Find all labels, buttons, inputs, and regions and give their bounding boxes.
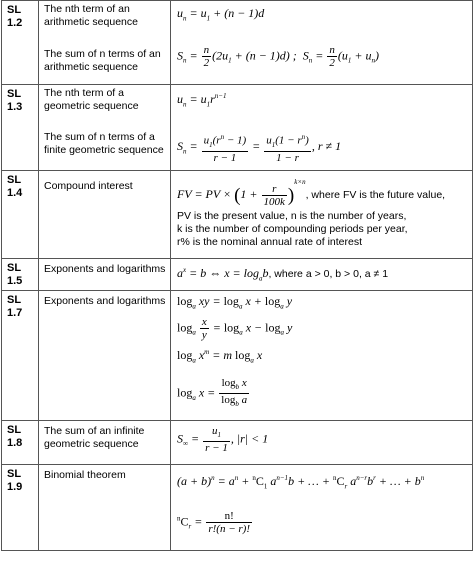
- row-code: [2, 465, 39, 551]
- row-description: [39, 421, 171, 465]
- code-prefix: SL: [7, 174, 22, 186]
- code-number: 1.9: [7, 481, 23, 493]
- row-code: [2, 1, 39, 85]
- formula: $\log_a$ xy = $\log_a x + \log_a y$: [177, 294, 293, 311]
- description-text: The nth term of an arithmetic sequence: [44, 3, 138, 28]
- description-text: Binomial theorem: [44, 469, 126, 481]
- table-row: [2, 1, 473, 85]
- code-prefix: SL: [7, 88, 22, 100]
- code-prefix: SL: [7, 468, 22, 480]
- table-row: [2, 465, 473, 551]
- formula: $u_n = u_1r^{n-1}$: [177, 92, 227, 109]
- formula: $\log_a$ $\frac{x}{y}$ = $\log_a x - \log_a y$: [177, 316, 293, 342]
- code-number: 1.5: [7, 275, 23, 287]
- formula-note: , where FV is the future value,: [305, 189, 446, 201]
- formula-cell: [171, 1, 473, 85]
- code-number: 1.2: [7, 17, 23, 29]
- formula: $(a + b)^n = a^n + ^nC_1$ $a^{n-1}b$ + … + $^nC_r$ $a^{n-r}b^r$ + … + $b^n$: [177, 474, 425, 491]
- formula: $u_n = u_1 + (n - 1)d$: [177, 6, 265, 23]
- code-number: 1.4: [7, 187, 23, 199]
- row-code: [2, 421, 39, 465]
- formula: $^nC_r$ = $\frac{n!}{r!(n - r)!}$: [177, 510, 250, 536]
- row-code: [2, 85, 39, 171]
- row-description: [39, 259, 171, 291]
- code-number: 1.8: [7, 437, 23, 449]
- formula: $\log_a x^m = m$ $\log_a x$: [177, 348, 263, 365]
- table-row: [2, 421, 473, 465]
- formula-note: k is the number of compounding periods per year,: [177, 222, 408, 235]
- row-description: [39, 85, 171, 171]
- table-row: [2, 171, 473, 259]
- formula: $a^x = b$ ⇔ $x = \log_ab$, where a > 0, b > 0, a ≠ 1: [177, 266, 389, 283]
- row-description: [39, 1, 171, 85]
- code-number: 1.3: [7, 101, 23, 113]
- row-description: [39, 465, 171, 551]
- formula-table: [1, 0, 473, 551]
- code-number: 1.7: [7, 307, 23, 319]
- formula-cell: [171, 259, 473, 291]
- description-text: The nth term of a geometric sequence: [44, 87, 139, 112]
- formula-cell: [171, 291, 473, 421]
- formula: FV = PV × (1 + $\frac{r}{100k}$ )$^{k\times n}$, where FV is the future value,: [177, 178, 446, 208]
- row-description: [39, 291, 171, 421]
- description-text: The sum of n terms of a finite geometric sequence: [44, 131, 164, 156]
- row-code: [2, 171, 39, 259]
- formula: $S_n$ = $\frac{u_1(r^n - 1)}{r - 1}$ = $\frac{u_1(1 - r^n)}{1 - r}$ , r ≠ 1: [177, 133, 342, 165]
- code-prefix: SL: [7, 4, 22, 16]
- formula-note: PV is the present value, n is the number of years,: [177, 209, 407, 222]
- table-row: [2, 85, 473, 171]
- table-row: [2, 291, 473, 421]
- code-prefix: SL: [7, 424, 22, 436]
- formula-cell: [171, 421, 473, 465]
- row-code: [2, 259, 39, 291]
- formula-cell: [171, 465, 473, 551]
- description-text: Exponents and logarithms: [44, 263, 166, 275]
- formula-note: , where a > 0, b > 0, a ≠ 1: [268, 268, 389, 280]
- formula-cell: [171, 85, 473, 171]
- description-text: Exponents and logarithms: [44, 295, 166, 307]
- formula-cell: [171, 171, 473, 259]
- formula: $S_n$ = $\frac{n}{2}$ $(2u_1 + (n - 1)d)$ ; $S_n$ = $\frac{n}{2}$ $(u_1 + u_n)$: [177, 44, 380, 70]
- formula: $\log_a x$ = $\frac{\log_b x}{\log_b a}$: [177, 376, 248, 409]
- row-code: [2, 291, 39, 421]
- formula-note: r% is the nominal annual rate of interest: [177, 235, 363, 248]
- formula: $S_\infty$ = $\frac{u_1}{r - 1}$ , |r| < 1: [177, 425, 269, 455]
- table-row: [2, 259, 473, 291]
- description-text: Compound interest: [44, 180, 133, 192]
- description-text: The sum of an infinite geometric sequence: [44, 425, 145, 450]
- row-description: [39, 171, 171, 259]
- code-prefix: SL: [7, 294, 22, 306]
- code-prefix: SL: [7, 262, 22, 274]
- description-text: The sum of n terms of an arithmetic sequence: [44, 48, 161, 73]
